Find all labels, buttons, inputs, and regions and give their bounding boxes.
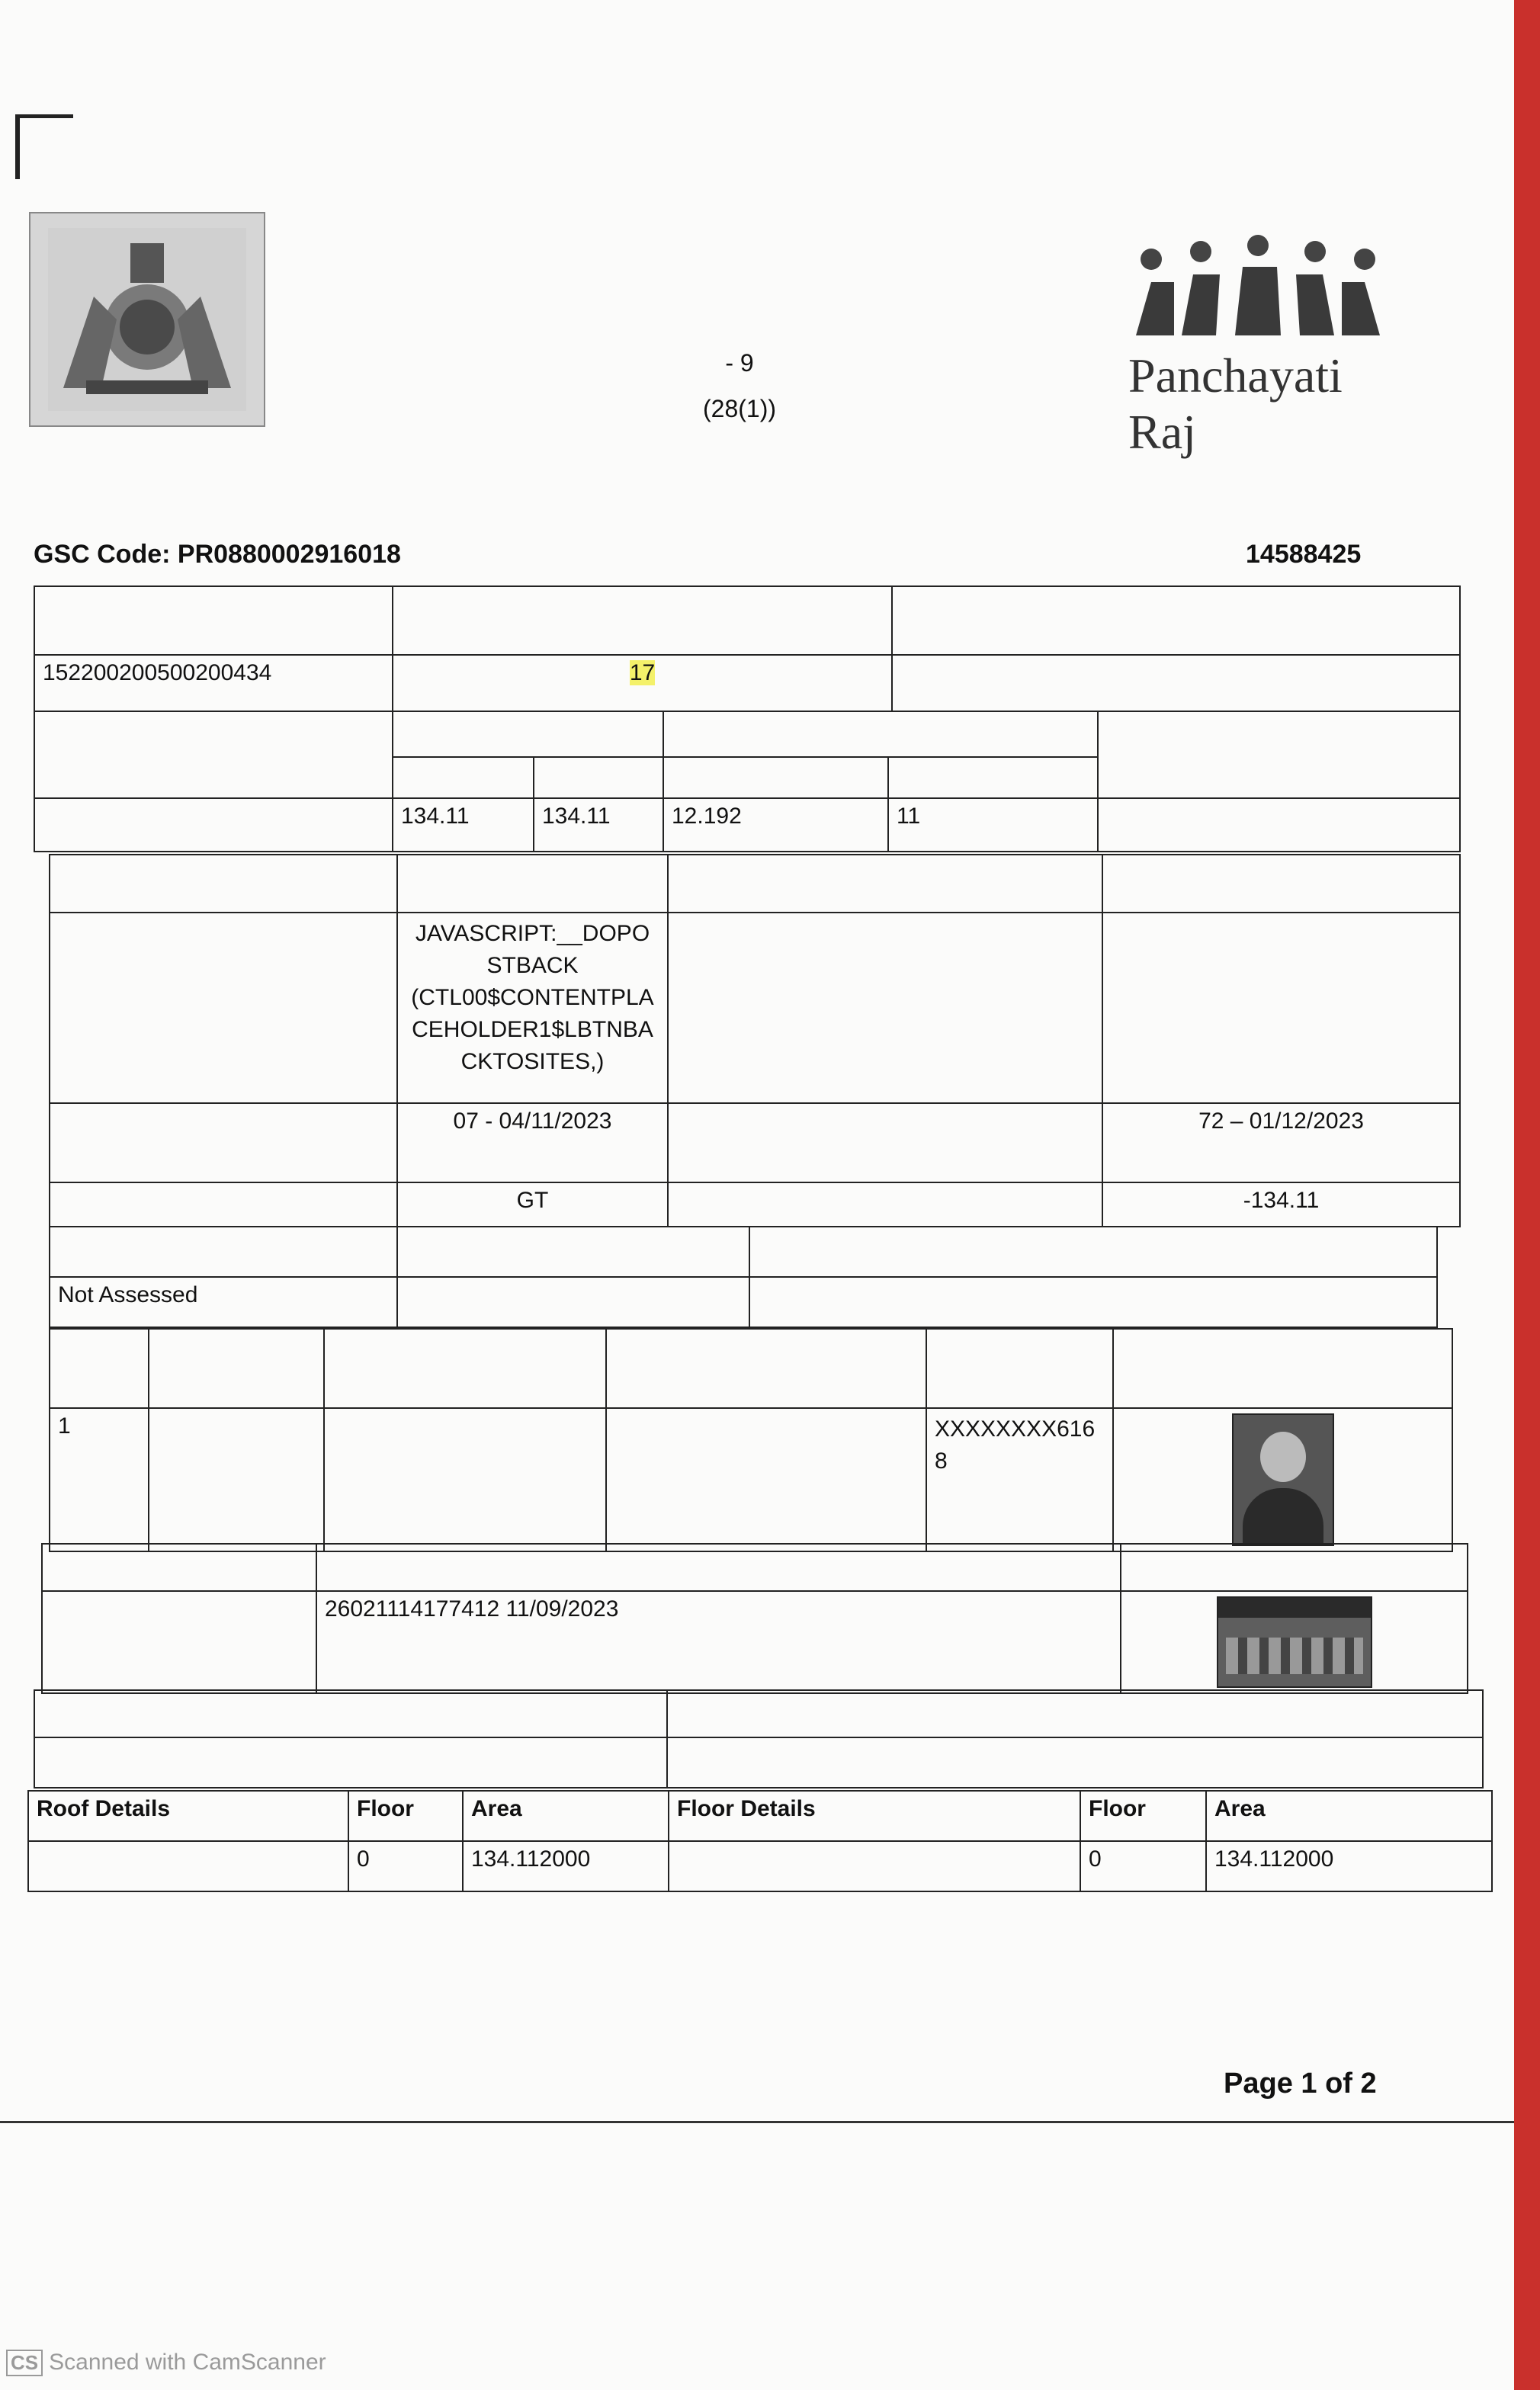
balance-due-label (749, 1227, 1437, 1277)
relative-name-label (324, 1329, 606, 1408)
property-class-label (892, 586, 1460, 655)
rights-table (34, 1689, 1484, 1788)
rights-label (34, 1690, 667, 1737)
gp-resolution-label (50, 1103, 397, 1182)
people-icon (1128, 229, 1388, 343)
owner-photo-label (1113, 1329, 1452, 1408)
north-south-value: 11 (888, 798, 1098, 852)
east-west-label (663, 757, 888, 798)
owner-photo-cell (1113, 1408, 1452, 1551)
liabilities-label (667, 1690, 1483, 1737)
roof-area-value: 134.112000 (463, 1841, 669, 1891)
property-number-label (34, 586, 393, 655)
background-edge (1514, 0, 1540, 2390)
roof-details-header: Roof Details (28, 1791, 348, 1841)
owner-number-label (50, 1329, 149, 1408)
owner-name-value (149, 1408, 324, 1551)
boundary-north-label (50, 855, 397, 913)
survey-number-label (50, 1182, 397, 1227)
bottom-rule (0, 2121, 1514, 2123)
survey-number-value: GT (397, 1182, 668, 1227)
old-property-number-cell (393, 655, 892, 711)
roof-type-value (1098, 798, 1460, 852)
owner-name-label (149, 1329, 324, 1408)
north-south-label (888, 757, 1098, 798)
gp-resolution-value: 07 - 04/11/2023 (397, 1103, 668, 1182)
address-label (606, 1329, 926, 1408)
floor-details-header: Floor Details (669, 1791, 1080, 1841)
corner-mark (15, 114, 73, 179)
page-number: Page 1 of 2 (1224, 2068, 1377, 2100)
rule-number: (28(1)) (702, 395, 776, 422)
roof-type-value (28, 1841, 348, 1891)
property-photo (1217, 1596, 1372, 1688)
balance-due-value (749, 1277, 1437, 1327)
property-class-value (892, 655, 1460, 711)
roof-floor-table (27, 1790, 1493, 1892)
floor-type-value (669, 1841, 1080, 1891)
rights-value (34, 1737, 667, 1788)
roof-floor-header: Floor (348, 1791, 463, 1841)
built-area-value: 134.11 (534, 798, 663, 852)
camscanner-icon: CS (6, 2350, 43, 2376)
scanner-watermark (0, 2343, 387, 2382)
area-label (393, 711, 663, 757)
old-property-number-value: 17 (629, 660, 656, 685)
relative-name-value (324, 1408, 606, 1551)
paid-tax-label (397, 1227, 749, 1277)
address-value (606, 1408, 926, 1551)
ownership-mode-label (42, 1544, 316, 1591)
gsc-row (34, 540, 1444, 578)
boundary-west-value (668, 913, 1102, 1103)
property-number-value: 152200200500200434 (34, 655, 393, 711)
owner-id-label (926, 1329, 1113, 1408)
dimension-label (663, 711, 1098, 757)
certificate-number-value: 14588425 (1246, 540, 1362, 569)
old-property-number-label (393, 586, 892, 655)
site-area-value: 134.11 (393, 798, 534, 852)
total-demand-value: Not Assessed (50, 1277, 397, 1327)
roof-area-header: Area (463, 1791, 669, 1841)
paid-tax-value (397, 1277, 749, 1327)
property-type-value (34, 798, 393, 852)
type-and-area-value: -134.11 (1102, 1182, 1460, 1227)
boundary-north-value (50, 913, 397, 1103)
gsc-code: GSC Code: PR0880002916018 (34, 540, 401, 569)
mutation-register-label (668, 1103, 1102, 1182)
owner-id-cell (926, 1408, 1113, 1551)
roof-type-label (1098, 711, 1460, 798)
boundary-west-label (668, 855, 1102, 913)
boundary-east-value: JAVASCRIPT:__DOPO STBACK (CTL00$CONTENTPLA CEHOLDER1$LBTNBA CKTOSITES,) (411, 921, 654, 1074)
property-photo-label (1121, 1544, 1468, 1591)
boundary-south-value (1102, 913, 1460, 1103)
boundaries-table (49, 854, 1461, 1104)
scanner-text: Scanned with CamScanner (49, 2350, 326, 2375)
floor-area-value: 134.112000 (1206, 1841, 1492, 1891)
property-type-label (34, 711, 393, 798)
boundary-south-label (1102, 855, 1460, 913)
resolution-table (49, 1102, 1461, 1227)
roof-floor-value: 0 (348, 1841, 463, 1891)
owner-id-value: XXXXXXXX6168 (935, 1416, 1096, 1474)
owner-photo (1232, 1413, 1334, 1546)
owner-table (49, 1328, 1453, 1552)
type-and-area-label (668, 1182, 1102, 1227)
east-west-value: 12.192 (663, 798, 888, 852)
site-area-label (393, 757, 534, 798)
ownership-docs-value: 26021114177412 11/09/2023 (316, 1591, 1121, 1693)
property-photo-cell (1121, 1591, 1468, 1693)
certificate-number (1139, 540, 1361, 569)
mutation-register-value: 72 – 01/12/2023 (1102, 1103, 1460, 1182)
floor-floor-header: Floor (1080, 1791, 1206, 1841)
tax-table (49, 1226, 1438, 1328)
total-demand-label (50, 1227, 397, 1277)
floor-area-header: Area (1206, 1791, 1492, 1841)
panchayati-raj-logo (1128, 229, 1388, 459)
ownership-docs-label (316, 1544, 1121, 1591)
liabilities-value (667, 1737, 1483, 1788)
karnataka-emblem-icon (29, 212, 265, 427)
floor-floor-value: 0 (1080, 1841, 1206, 1891)
ownership-mode-value (42, 1591, 316, 1693)
built-area-label (534, 757, 663, 798)
boundary-east-label (397, 855, 668, 913)
area-table (34, 711, 1461, 852)
panchayati-raj-text: Panchayati Raj (1128, 348, 1343, 459)
ownership-table (41, 1543, 1468, 1694)
form-number: - 9 (725, 349, 754, 377)
boundary-east-cell (397, 913, 668, 1103)
property-number-table (34, 585, 1461, 712)
owner-number-value: 1 (50, 1408, 149, 1551)
